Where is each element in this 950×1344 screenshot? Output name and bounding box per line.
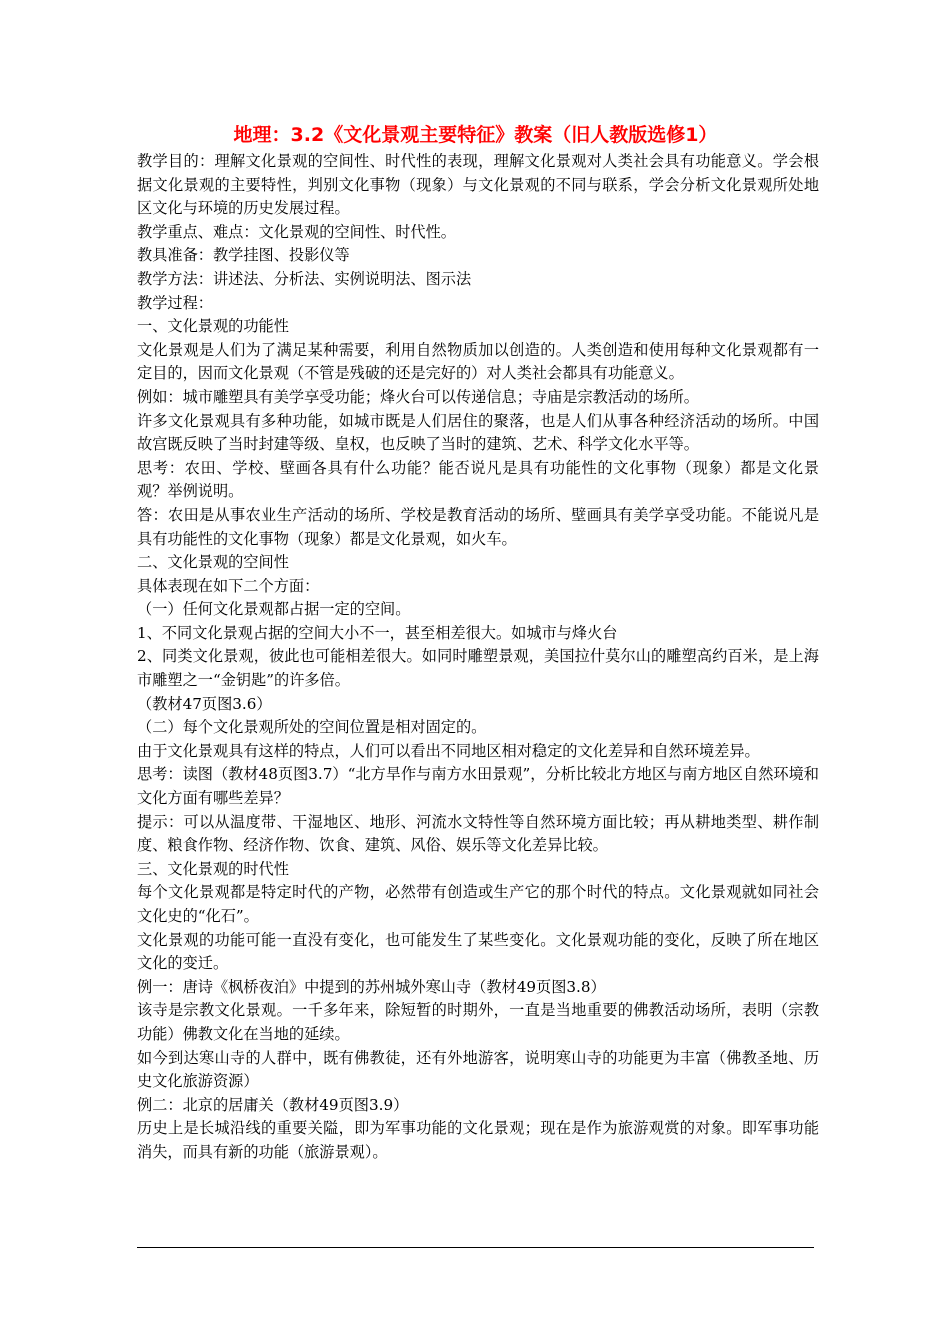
paragraph: 答：农田是从事农业生产活动的场所、学校是教育活动的场所、壁画具有美学享受功能。不能说凡是具有功能性的文化事物（现象）都是文化景观，如火车。 [137, 505, 819, 548]
paragraph: 二、文化景观的空间性 [137, 553, 289, 572]
paragraph: 教学目的：理解文化景观的空间性、时代性的表现，理解文化景观对人类社会具有功能意义。学会根据文化景观的主要特性，判别文化事物（现象）与文化景观的不同与联系，学会分析文化景观所处地区文化与环境的历史发展过程。 [137, 152, 819, 218]
paragraph: （二）每个文化景观所处的空间位置是相对固定的。 [137, 718, 487, 737]
paragraph: 提示：可以从温度带、干湿地区、地形、河流水文特性等自然环境方面比较；再从耕地类型、耕作制度、粮食作物、经济作物、饮食、建筑、风俗、娱乐等文化差异比较。 [137, 812, 819, 855]
paragraph: 如今到达寒山寺的人群中，既有佛教徒，还有外地游客，说明寒山寺的功能更为丰富（佛教圣地、历史文化旅游资源） [137, 1048, 819, 1091]
paragraph: 思考：农田、学校、壁画各具有什么功能？能否说凡是具有功能性的文化事物（现象）都是文化景观？举例说明。 [137, 458, 819, 501]
paragraph: 许多文化景观具有多种功能，如城市既是人们居住的聚落，也是人们从事各种经济活动的场所。中国故宫既反映了当时封建等级、皇权，也反映了当时的建筑、艺术、科学文化水平等。 [137, 411, 819, 454]
paragraph: 文化景观是人们为了满足某种需要，利用自然物质加以创造的。人类创造和使用每种文化景观都有一定目的，因而文化景观（不管是残破的还是完好的）对人类社会都具有功能意义。 [137, 340, 819, 383]
paragraph: 教学过程： [137, 293, 213, 312]
paragraph: 2、同类文化景观，彼此也可能相差很大。如同时雕塑景观，美国拉什莫尔山的雕塑高约百米，是上海市雕塑之一“金钥匙”的许多倍。 [137, 647, 819, 690]
paragraph: 教具准备：教学挂图、投影仪等 [137, 246, 350, 265]
paragraph: 1、不同文化景观占据的空间大小不一，甚至相差很大。如城市与烽火台 [137, 623, 618, 642]
paragraph: 一、文化景观的功能性 [137, 317, 289, 336]
document-body [137, 150, 819, 1165]
paragraph: 由于文化景观具有这样的特点，人们可以看出不同地区相对稳定的文化差异和自然环境差异。 [137, 741, 760, 760]
footer-divider [137, 1247, 814, 1248]
paragraph: 文化景观的功能可能一直没有变化，也可能发生了某些变化。文化景观功能的变化，反映了所在地区文化的变迁。 [137, 930, 819, 973]
paragraph: 历史上是长城沿线的重要关隘，即为军事功能的文化景观；现在是作为旅游观赏的对象。即军事功能消失，而具有新的功能（旅游景观）。 [137, 1119, 819, 1161]
document-title: 地理：3.2《文化景观主要特征》教案（旧人教版选修1） [233, 124, 718, 146]
paragraph: （教材47页图3.6） [137, 694, 272, 713]
paragraph: 该寺是宗教文化景观。一千多年来，除短暂的时期外，一直是当地重要的佛教活动场所，表明（宗教功能）佛教文化在当地的延续。 [137, 1001, 819, 1043]
paragraph: 具体表现在如下二个方面： [137, 576, 320, 595]
paragraph: 教学重点、难点：文化景观的空间性、时代性。 [137, 222, 456, 241]
paragraph: 例二：北京的居庸关（教材49页图3.9） [137, 1095, 409, 1114]
paragraph: 教学方法：讲述法、分析法、实例说明法、图示法 [137, 269, 472, 288]
paragraph: 例一：唐诗《枫桥夜泊》中提到的苏州城外寒山寺（教材49页图3.8） [137, 977, 606, 996]
paragraph: （一）任何文化景观都占据一定的空间。 [137, 600, 411, 619]
paragraph: 三、文化景观的时代性 [137, 859, 289, 878]
paragraph: 每个文化景观都是特定时代的产物，必然带有创造或生产它的那个时代的特点。文化景观就如同社会文化史的“化石”。 [137, 883, 819, 925]
paragraph: 思考：读图（教材48页图3.7）“北方旱作与南方水田景观”，分析比较北方地区与南方地区自然环境和文化方面有哪些差异？ [137, 765, 819, 808]
paragraph: 例如：城市雕塑具有美学享受功能；烽火台可以传递信息；寺庙是宗教活动的场所。 [137, 387, 699, 406]
